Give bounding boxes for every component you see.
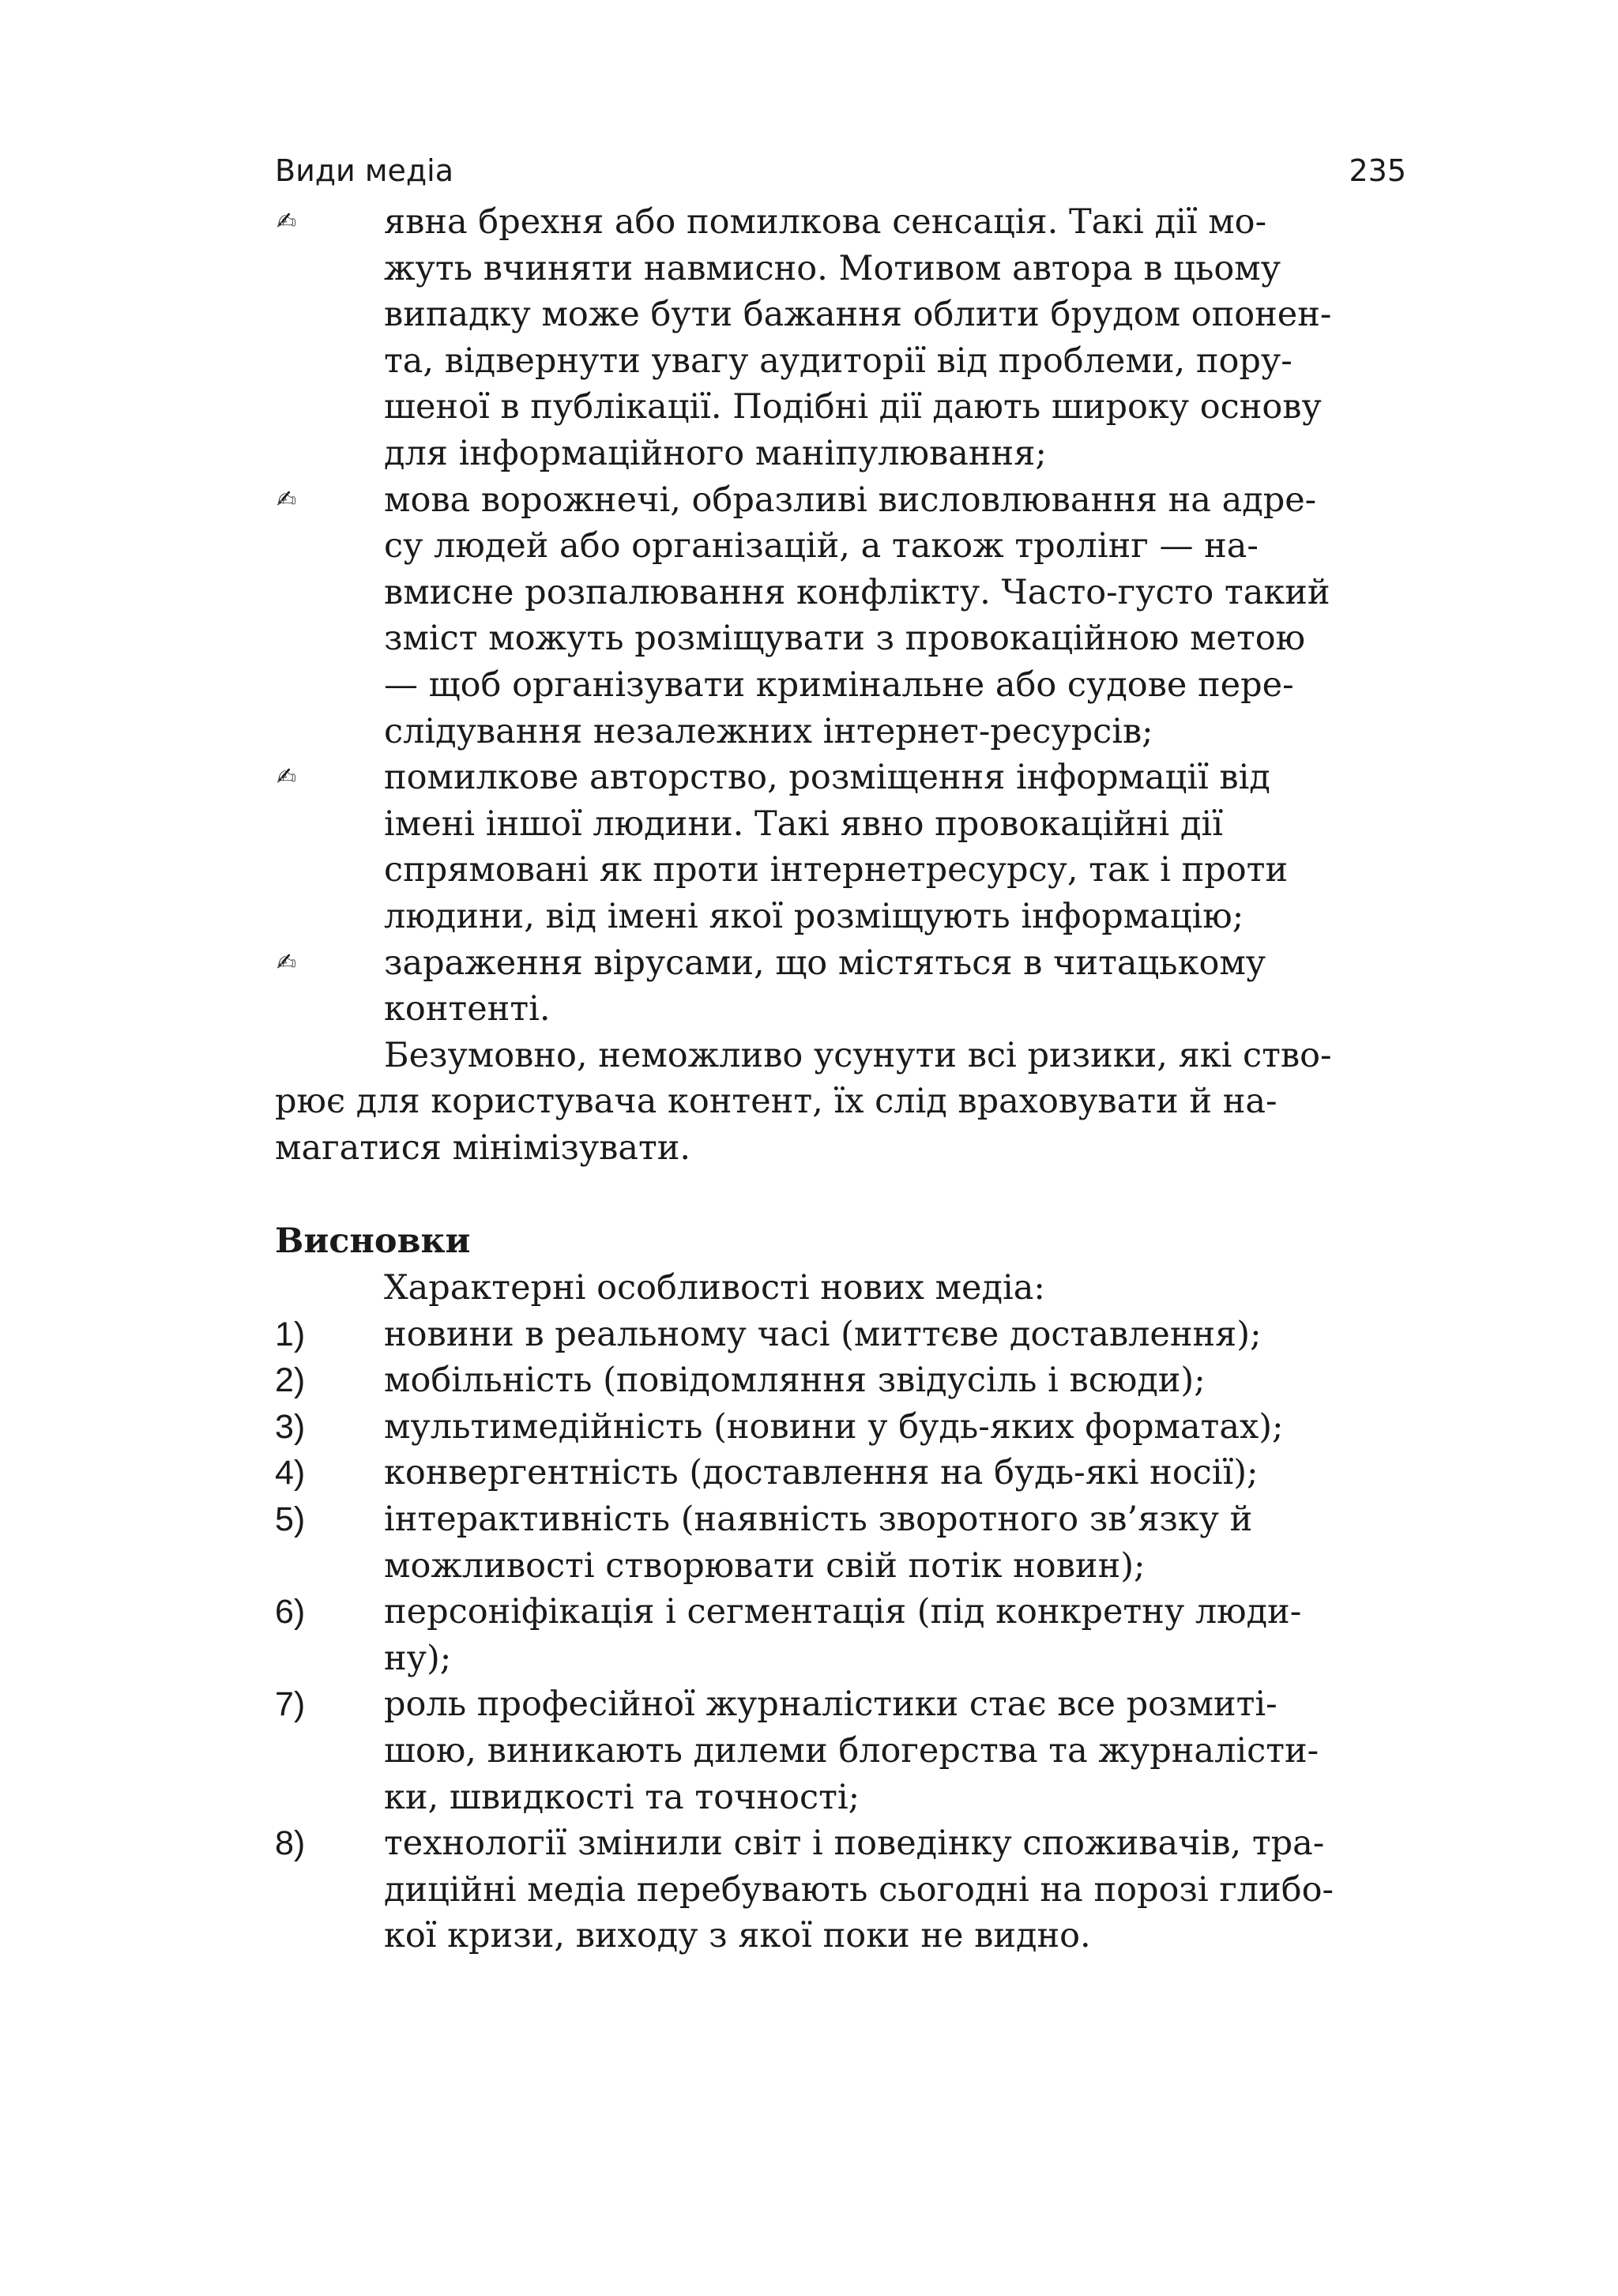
conclusion-item [275,1312,1406,1358]
bullet-text [384,477,1406,755]
text-line: жуть вчиняти навмисно. Мотивом автора в цьому [384,248,1281,288]
text-line: помилкове авторство, розміщення інформації від [384,758,1270,798]
risk-bullet-item [275,199,1406,477]
text-line: новини в реальному часі (миттєве доставлення); [384,1314,1262,1354]
page-number: 235 [1349,153,1406,188]
text-line: слідування незалежних інтернет-ресурсів; [384,711,1153,751]
text-line: диційні медіа перебувають сьогодні на порозі глибо- [384,1869,1334,1910]
conclusion-item [275,1404,1406,1451]
text-line: — щоб організувати кримінальне або судове пере- [384,664,1294,705]
text-line: мобільність (повідомляння звідусіль і всюди); [384,1361,1206,1401]
text-line: інтерактивність (наявність зворотного зв’язку й [384,1500,1253,1540]
item-number: 5) [275,1500,306,1539]
text-line: су людей або організацій, а також тролінг — на- [384,526,1259,566]
writing-hand-icon: ✍ [277,948,297,977]
text-line: шою, виникають дилеми блогерства та журналісти- [384,1731,1319,1771]
text-line: роль професійної журналістики стає все розмиті- [384,1684,1277,1725]
conclusion-text [384,1589,1406,1681]
conclusion-text [384,1312,1406,1358]
running-header [275,142,1406,199]
item-number: 1) [275,1315,306,1353]
conclusion-item [275,1820,1406,1959]
text-line: шеної в публікації. Подібні дії дають широку основу [384,387,1322,427]
conclusion-text [384,1681,1406,1820]
text-line: спрямовані як проти інтернетресурсу, так і проти [384,850,1289,890]
item-number: 3) [275,1407,306,1446]
risk-bullet-item [275,477,1406,755]
text-line: вмисне розпалювання конфлікту. Часто-густо такий [384,572,1330,612]
item-number: 7) [275,1685,306,1724]
text-line: зміст можуть розміщувати з провокаційною метою [384,619,1306,659]
conclusion-text [384,1820,1406,1959]
text-line: випадку може бути бажання облити брудом опонен- [384,295,1332,335]
risk-bullet-item [275,755,1406,939]
conclusion-item [275,1496,1406,1589]
text-line: зараження вірусами, що містяться в читацькому [384,943,1266,983]
text-line: кої кризи, виходу з якої поки не видно. [384,1916,1091,1956]
text-line: персоніфікація і сегментація (під конкретну люди- [384,1592,1302,1632]
text-line: ки, швидкості та точності; [384,1777,860,1817]
writing-hand-icon: ✍ [277,485,297,514]
conclusions-heading: Висновки [275,1221,471,1262]
writing-hand-icon: ✍ [277,208,297,235]
text-line: Безумовно, неможливо усунути всі ризики, які ство- [384,1035,1332,1075]
item-number: 2) [275,1361,306,1400]
text-line: можливості створювати свій потік новин); [384,1545,1146,1586]
text-line: людини, від імені якої розміщують інформацію; [384,896,1244,936]
conclusions-list [275,1312,1406,1959]
text-line: та, відвернути увагу аудиторії від проблеми, пору- [384,341,1293,381]
bullet-text [384,755,1406,939]
item-number: 4) [275,1454,306,1492]
conclusion-item [275,1681,1406,1820]
conclusion-item [275,1450,1406,1496]
bullet-text [384,199,1406,477]
text-line: магатися мінімізувати. [275,1127,691,1168]
text-line: технології змінили світ і поведінку споживачів, тра- [384,1824,1325,1864]
conclusions-intro: Характерні особливості нових медіа: [384,1268,1045,1308]
text-line: мова ворожнечі, образливі висловлювання на адре- [384,480,1317,520]
conclusion-text [384,1357,1406,1404]
item-number: 6) [275,1593,306,1632]
running-title: Види медіа [275,153,453,188]
text-line: для інформаційного маніпулювання; [384,433,1047,473]
conclusion-item [275,1589,1406,1681]
text-line: імені іншої людини. Такі явно провокаційні дії [384,804,1223,844]
text-line: рює для користувача контент, їх слід враховувати й на- [275,1082,1277,1122]
text-line: явна брехня або помилкова сенсація. Такі дії мо- [384,202,1267,242]
text-line: конвергентність (доставлення на будь-які носії); [384,1453,1259,1493]
text-line: контенті. [384,989,551,1029]
conclusion-text [384,1496,1406,1589]
conclusion-text [384,1450,1406,1496]
bullet-text [384,940,1406,1033]
closing-paragraph [275,1033,1406,1172]
text-line: мультимедійність (новини у будь-яких форматах); [384,1406,1284,1447]
risk-bullet-list [275,199,1406,1033]
conclusion-item [275,1357,1406,1404]
book-page [275,142,1406,1959]
writing-hand-icon: ✍ [277,763,297,792]
risk-bullet-item [275,940,1406,1033]
text-line: ну); [384,1638,452,1678]
conclusion-text [384,1404,1406,1451]
item-number: 8) [275,1824,306,1863]
